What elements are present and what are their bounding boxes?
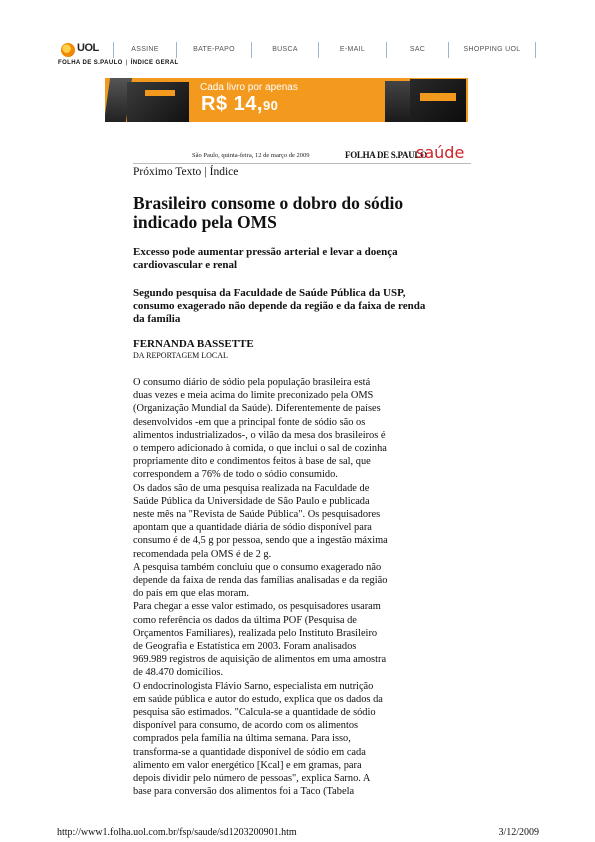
nav-assine-link[interactable]: ASSINE bbox=[113, 42, 176, 58]
ad-price-main: R$ 14, bbox=[201, 93, 263, 115]
article-body-line: base para conversão dos alimentos foi a Taco (Tabela bbox=[133, 786, 355, 798]
article-body-line: alimento em valor energético [Kcal] e em gramas, para bbox=[133, 759, 362, 771]
article-body-line: Orçamentos Familiares), realizada pelo Instituto Brasileiro bbox=[133, 627, 378, 639]
article-body-line: recomendada pela OMS é de 2 g. bbox=[133, 548, 272, 560]
article-body-line: como referência os dados da última POF (Pesquisa de bbox=[133, 614, 357, 626]
article-body-line: de Geografia e Estatística em 2003. Foram analisados bbox=[133, 641, 357, 653]
article-body-line: Os dados são de uma pesquisa realizada na Faculdade de bbox=[133, 482, 370, 494]
article-body-line: 969.989 registros de aquisição de alimentos em uma amostra bbox=[133, 654, 387, 666]
ad-price bbox=[201, 93, 278, 116]
index-link[interactable]: Índice bbox=[209, 166, 239, 178]
nav-separator: | bbox=[204, 166, 207, 178]
article-body-line: pesquisa são estimados. "Calcula-se a quantidade de sódio bbox=[133, 707, 376, 719]
section-title: saúde bbox=[416, 143, 465, 162]
next-text-link[interactable]: Próximo Texto bbox=[133, 166, 202, 178]
article-body-line: duas vezes e meia acima do limite preconizado pela OMS bbox=[133, 390, 374, 402]
folha-brand-line bbox=[58, 60, 179, 66]
book-cover-image bbox=[410, 79, 466, 122]
ad-price-cents: 90 bbox=[262, 98, 279, 113]
uol-logo-icon bbox=[61, 43, 75, 57]
article-body-line: A pesquisa também concluiu que o consumo exagerado não bbox=[133, 561, 382, 573]
article-body-line: depende da faixa de renda das famílias analisadas e da região bbox=[133, 575, 388, 587]
uol-topbar bbox=[58, 38, 538, 68]
article-body-line: O consumo diário de sódio pela população brasileira está bbox=[133, 377, 371, 388]
article-subheadline: Excesso pode aumentar pressão arterial e levar a doença cardiovascular e renal bbox=[133, 246, 398, 271]
article-body-line: propriamente dito e condimentos feitos à base de sal, que bbox=[133, 456, 371, 468]
author-desk: DA REPORTAGEM LOCAL bbox=[133, 351, 228, 360]
nav-shopping-uol-link[interactable]: SHOPPING UOL bbox=[448, 42, 536, 58]
dateline: São Paulo, quinta-feira, 12 de março de 2009 bbox=[192, 152, 310, 159]
page-url: http://www1.folha.uol.com.br/fsp/saude/sd1203200901.htm bbox=[57, 827, 297, 838]
uol-nav bbox=[113, 42, 536, 58]
article-headline: Brasileiro consome o dobro do sódio indicado pela OMS bbox=[133, 193, 404, 232]
article-body-line: desenvolvidos -em que a principal fonte de sódio são os bbox=[133, 416, 366, 428]
book-cover-image bbox=[127, 82, 189, 122]
article-body-line: de 48.470 domicílios. bbox=[133, 667, 224, 679]
article-body-line: consumo é de 4,5 g por pessoa, sendo que a ingestão máxima bbox=[133, 535, 388, 547]
article-summary: Segundo pesquisa da Faculdade de Saúde Pública da USP, consumo exagerado não depende da região e da faixa de renda da família bbox=[133, 287, 426, 325]
article-body bbox=[133, 376, 433, 799]
article-body-line: O endocrinologista Flávio Sarno, especialista em nutrição bbox=[133, 680, 374, 692]
article-body-line: o tempero adicionado à comida, o que inclui o sal de cozinha bbox=[133, 443, 387, 455]
article-body-line: disponível para consumo, de acordo com os alimentos bbox=[133, 720, 359, 732]
article-body-line: transforma-se a quantidade disponível de sódio em cada bbox=[133, 746, 366, 758]
article-body-line: depois dividir pelo número de pessoas", explica Sarno. A bbox=[133, 773, 371, 785]
article-nav bbox=[133, 166, 238, 178]
nav-bate-papo-link[interactable]: BATE-PAPO bbox=[176, 42, 251, 58]
article-body-line: correspondem a 76% de todo o sódio consumido. bbox=[133, 469, 338, 481]
article-body-line: alimentos industrializados-, o vilão da mesa dos brasileiros é bbox=[133, 429, 386, 441]
article-body-line: Para chegar a esse valor estimado, os pesquisadores usaram bbox=[133, 601, 381, 613]
brand-separator: | bbox=[125, 60, 128, 66]
indice-geral-link[interactable]: ÍNDICE GERAL bbox=[130, 60, 179, 66]
nav-busca-link[interactable]: BUSCA bbox=[251, 42, 318, 58]
book-ad-banner[interactable] bbox=[105, 78, 468, 122]
article-body-line: (Organização Mundial da Saúde). Diferentemente de países bbox=[133, 403, 381, 415]
article-body-line: apontam que a quantidade diária de sódio disponível para bbox=[133, 522, 372, 534]
nav-sac-link[interactable]: SAC bbox=[386, 42, 448, 58]
nav-email-link[interactable]: E-MAIL bbox=[318, 42, 386, 58]
author-name: FERNANDA BASSETTE bbox=[133, 338, 254, 350]
uol-logo-text: UOL bbox=[77, 42, 99, 54]
uol-logo[interactable] bbox=[58, 42, 106, 60]
header-divider bbox=[133, 163, 471, 164]
article-body-line: em saúde pública e autor do estudo, explica que os dados da bbox=[133, 693, 383, 705]
folha-masthead: FOLHA DE S.PAULO bbox=[345, 150, 427, 160]
article-body-line: comprados pela família na última semana. Para isso, bbox=[133, 733, 351, 745]
article-body-line: do país em que elas moram. bbox=[133, 588, 249, 600]
article-body-line: Saúde Pública da Universidade de São Paulo e publicada bbox=[133, 495, 370, 507]
article-body-line: neste mês na "Revista de Saúde Pública". Os pesquisadores bbox=[133, 509, 381, 521]
ad-headline: Cada livro por apenas bbox=[200, 82, 298, 93]
folha-brand-link[interactable]: FOLHA DE S.PAULO bbox=[58, 60, 123, 66]
print-date: 3/12/2009 bbox=[498, 827, 539, 838]
